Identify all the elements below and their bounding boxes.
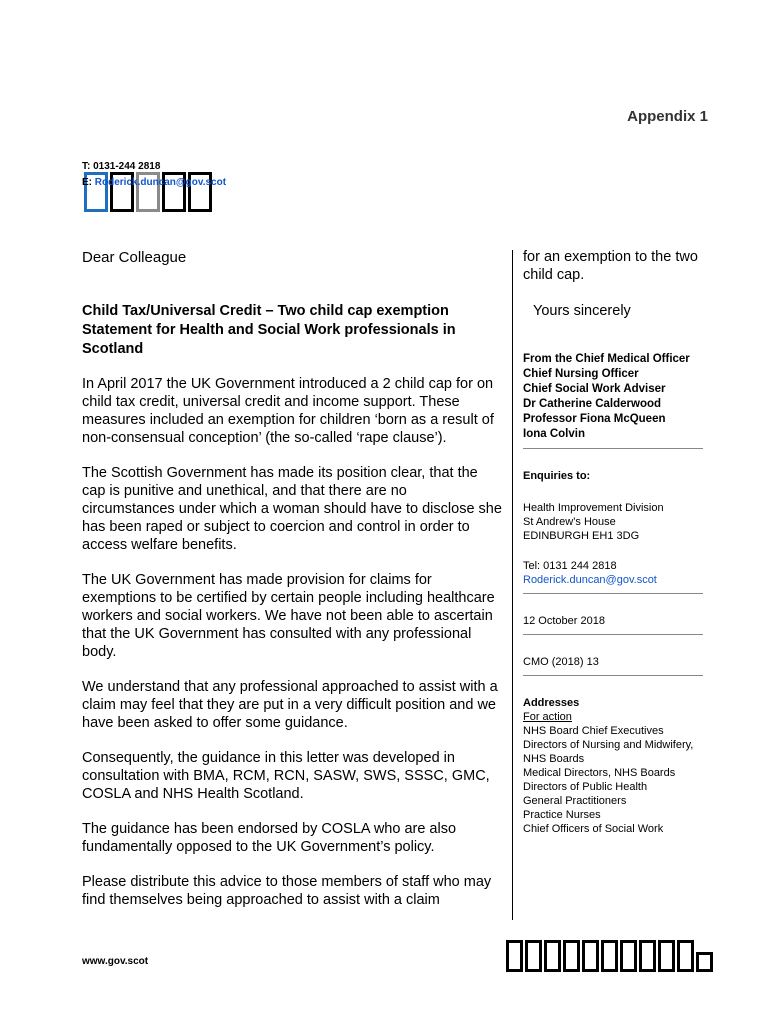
footer-box (506, 940, 523, 972)
contact-phone: T: 0131-244 2818 (82, 161, 161, 172)
paragraph: The UK Government has made provision for claims for exemptions to be certified by certain people including healthcare workers and social workers. We have not been able to ascertain that the UK Government has consulted with any professional body. (82, 572, 495, 660)
paragraph: The guidance has been endorsed by COSLA who are also fundamentally opposed to the UK Government’s policy. (82, 821, 457, 855)
signoff: Yours sincerely (533, 303, 631, 319)
paragraph: Please distribute this advice to those members of staff who may find themselves being approached to assist with a claim (82, 874, 492, 908)
paragraph: In April 2017 the UK Government introduced a 2 child cap for on child tax credit, universal credit and income support. These measures included an exemption for children ‘born as a result of non-consensual conception’ (the so-called ‘rape clause’). (82, 376, 494, 446)
footer-box (525, 940, 542, 972)
contact-email-line (82, 177, 226, 188)
sidebar-tel: Tel: 0131 244 2818 (523, 560, 617, 572)
address-line: Health Improvement Division (523, 502, 664, 514)
recipient: NHS Boards (523, 753, 585, 765)
from-line: Dr Catherine Calderwood (523, 398, 662, 410)
column-divider (512, 250, 513, 920)
paragraph: The Scottish Government has made its position clear, that the cap is punitive and unethical, and that there are no circumstances under which a woman should have to disclose she has been raped or subject to coercion and control in order to access welfare benefits. (82, 465, 502, 553)
from-line: Professor Fiona McQueen (523, 413, 666, 425)
footer-url: www.gov.scot (82, 956, 149, 967)
letter-date: 12 October 2018 (523, 615, 605, 627)
recipient: General Practitioners (523, 795, 627, 807)
for-action-label: For action (523, 711, 572, 723)
recipient: Chief Officers of Social Work (523, 823, 664, 835)
footer-box (696, 952, 713, 972)
recipient: NHS Board Chief Executives (523, 725, 664, 737)
from-line: Iona Colvin (523, 428, 585, 440)
recipient: Medical Directors, NHS Boards (523, 767, 676, 779)
paragraph: Consequently, the guidance in this letter was developed in consultation with BMA, RCM, RCN, SASW, SWS, SSSC, GMC, COSLA and NHS Health Scotland. (82, 750, 490, 802)
header-logo (84, 86, 214, 128)
footer-box (620, 940, 637, 972)
address-line: St Andrew’s House (523, 516, 616, 528)
letter-body (82, 248, 502, 926)
from-line: From the Chief Medical Officer (523, 353, 690, 365)
salutation: Dear Colleague (82, 249, 187, 266)
footer-box (677, 940, 694, 972)
recipient: Directors of Nursing and Midwifery, (523, 739, 694, 751)
footer-box (639, 940, 656, 972)
recipient: Directors of Public Health (523, 781, 648, 793)
sidebar (523, 248, 703, 836)
divider-rule (523, 634, 703, 635)
divider-rule (523, 675, 703, 676)
footer-box (658, 940, 675, 972)
from-line: Chief Social Work Adviser (523, 383, 666, 395)
footer-box (582, 940, 599, 972)
addresses-label: Addresses (523, 697, 580, 709)
contact-email-link[interactable]: Roderick.duncan@gov.scot (94, 177, 227, 188)
paragraph: We understand that any professional approached to assist with a claim may feel that they are put in a very difficult position and we have been asked to offer some guidance. (82, 679, 498, 731)
footer-box (601, 940, 618, 972)
contact-email-prefix: E: (82, 177, 95, 188)
from-line: Chief Nursing Officer (523, 368, 639, 380)
footer-box (544, 940, 561, 972)
footer-box (563, 940, 580, 972)
from-block (523, 352, 703, 442)
divider-rule (523, 593, 703, 594)
letter-subject: Child Tax/Universal Credit – Two child cap exemption Statement for Health and Social Work professionals in Scotland (82, 303, 456, 357)
address-line: EDINBURGH EH1 3DG (523, 530, 640, 542)
letter-reference: CMO (2018) 13 (523, 656, 599, 668)
divider-rule (523, 448, 703, 449)
enquiries-label: Enquiries to: (523, 470, 591, 482)
sidebar-email-link[interactable]: Roderick.duncan@gov.scot (523, 574, 657, 586)
letter-continuation: for an exemption to the two child cap. (523, 249, 698, 283)
recipient: Practice Nurses (523, 809, 601, 821)
appendix-label: Appendix 1 (627, 108, 708, 125)
